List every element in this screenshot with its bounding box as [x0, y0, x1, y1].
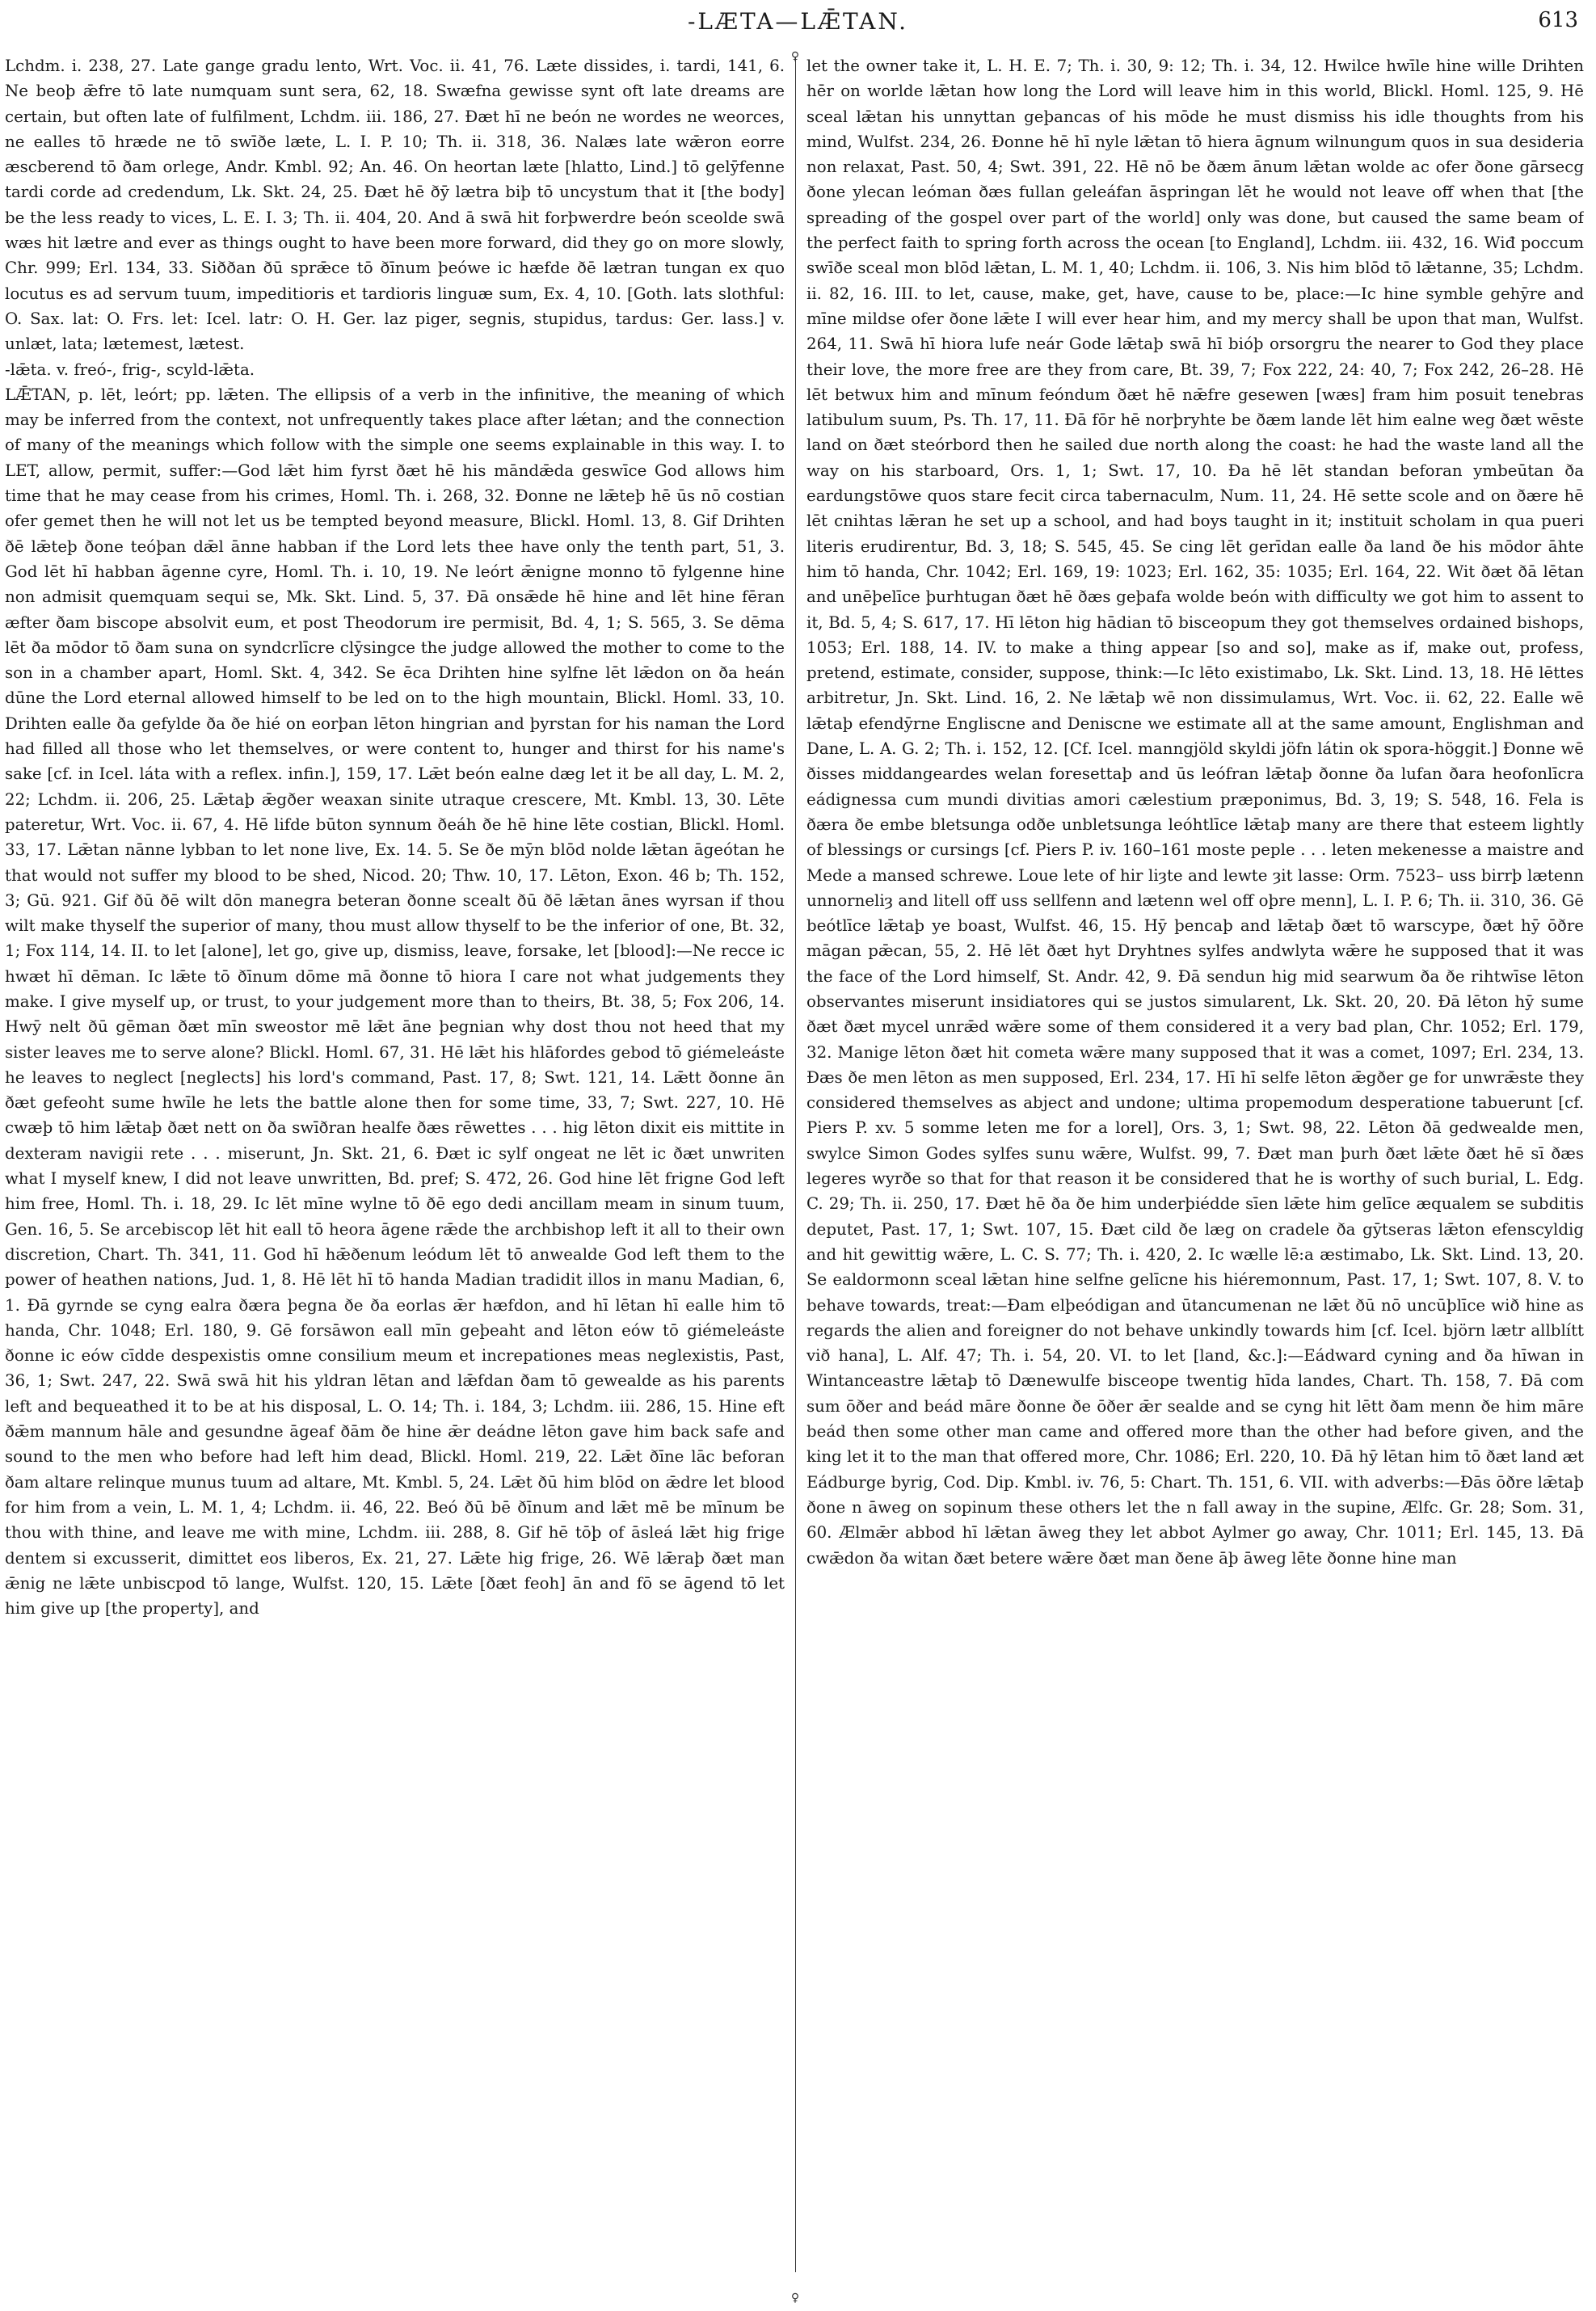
running-head: -LÆTA—LǢTAN.	[687, 8, 909, 35]
column-rule	[795, 57, 796, 2272]
entry-laetan-continued: let the owner take it, L. H. E. 7; Th. i. 30, 9: 12; Th. i. 34, 12. Hwilce hwīle hine wille Drihten hēr on worlde lǣtan how long the Lord will leave him in this world, Blickl. Homl. 125, 9. Hē sceal lǣtan his unnyttan geþancas of his mōde he must dismiss his idle thoughts from his mind, Wulfst. 234, 26. Ðonne hē hī nyle lǣtan tō hiera āgnum wilnungum quos in sua desideria non relaxat, Past. 50, 4; Swt. 391, 22. Hē nō be ðæm ānum lǣtan wolde ac ofer ðone gārsecg ðone ylecan leóman ðæs fullan geleáfan āspringan lēt he would not leave off when that [the spreading of the gospel over part of the world] only was done, but caused the same beam of the perfect faith to spring forth across the ocean [to England], Lchdm. iii. 432, 16. Wiđ poccum swīðe sceal mon blōd lǣtan, L. M. 1, 40; Lchdm. ii. 106, 3. Nis him blōd tō lǣtanne, 35; Lchdm. ii. 82, 16. III. to let, cause, make, get, have, cause to be, place:—Ic hine symble gehȳre and mīne mildse ofer ðone lǣte I will ever hear him, and my mercy shall be upon that man, Wulfst. 264, 11. Swā hī hiora lufe neár Gode lǣtaþ swā hī bióþ orsorgru the nearer to God they place their love, the more free are they from care, Bt. 39, 7; Fox 222, 24: 40, 7; Fox 242, 26–28. Hē lēt betwux him and mīnum feóndum ðæt hē nǣfre gesewen [wæs] fram him posuit tenebras latibulum suum, Ps. Th. 17, 11. Ðā fōr hē norþryhte be ðæm lande lēt him ealne weg ðæt wēste land on ðæt steórbord then he sailed due north along the coast: he had the waste land all the way on his starboard, Ors. 1, 1; Swt. 17, 10. Ða hē lēt standan beforan ymbeūtan ða eardungstōwe quos stare fecit circa tabernaculm, Num. 11, 24. Hē sette scole and on ðære hē lēt cnihtas lǣran he set up a school, and had boys taught in it; instituit scholam in qua pueri literis erudirentur, Bd. 3, 18; S. 545, 45. Se cing lēt gerīdan ealle ða land ðe his mōdor āhte him tō handa, Chr. 1042; Erl. 169, 19: 1023; Erl. 162, 35: 1035; Erl. 164, 22. Wit ðæt ðā lētan and unēþelīce þurhtugan ðæt hē ðæs geþafa wolde beón with difficulty we got him to assent to it, Bd. 5, 4; S. 617, 17. Hī lēton hig hādian tō bisceopum they got themselves ordained bishops, 1053; Erl. 188, 14. IV. to make a thing appear [so and so], make as if, make out, profess, pretend, estimate, consider, suppose, think:—Ic lēto existimabo, Lk. Skt. Lind. 13, 18. Hē lēttes arbitretur, Jn. Skt. Lind. 16, 2. Ne lǣtaþ wē non dissimulamus, Wrt. Voc. ii. 62, 22. Ealle wē lǣtaþ efendȳrne Engliscne and Deniscne we estimate all at the same amount, Englishman and Dane, L. A. G. 2; Th. i. 152, 12. [Cf. Icel. manngjöld skyldi jöfn látin ok spora-höggit.] Ðonne wē ðisses middangeardes welan foresettaþ and ūs leófran lǣtaþ ðonne ða lufan ðara heofonlīcra eádignessa cum mundi divitias amori cælestium præponimus, Bd. 3, 19; S. 548, 16. Fela is ðæra ðe embe bletsunga odðe unbletsunga leóhtlīce lǣtaþ many are there that esteem lightly of blessings or cursings [cf. Piers P. iv. 160–161 moste peple . . . leten mekenesse a maistre and Mede a mansed schrewe. Loue lete of hir liȝte and lewte ȝit lasse: Orm. 7523– uss birrþ lætenn unnorneliȝ and litell off uss sellfenn and lætenn wel off oþre menn], L. I. P. 6; Th. ii. 310, 36. Gē beótlīce lǣtaþ ye boast, Wulfst. 46, 15. Hȳ þencaþ and lǣtaþ ðæt tō warscype, ðæt hȳ ōðre māgan pǣcan, 55, 2. Hē lēt ðæt hyt Dryhtnes sylfes andwlyta wǣre he supposed that it was the face of the Lord himself, St. Andr. 42, 9. Ðā sendun hig mid searwum ða ðe rihtwīse lēton observantes miserunt insidiatores qui se justos simularent, Lk. Skt. 20, 20. Ðā lēton hȳ sume ðæt ðæt mycel unrǣd wǣre some of them considered it a very bad plan, Chr. 1052; Erl. 179, 32. Manige lēton ðæt hit cometa wǣre many supposed that it was a comet, 1097; Erl. 234, 13. Ðæs ðe men lēton as men supposed, Erl. 234, 17. Hī hī selfe lēton ǣgðer ge for unwrǣste they considered themselves as abject and undone; ultima propemodum desperatione tabuerunt [cf. Piers P. xv. 5 somme leten me for a lorel], Ors. 3, 1; Swt. 98, 22. Lēton ðā gedwealde men, swylce Simon Godes sylfes sunu wǣre, Wulfst. 99, 7. Ðæt man þurh ðæt lǣte ðæt hē sī ðæs legeres wyrðe so that for that reason it be considered that he is worthy of such burial, L. Edg. C. 29; Th. ii. 250, 17. Ðæt hē ða ðe him underþiédde sīen lǣte him gelīce æqualem se subditis deputet, Past. 17, 1; Swt. 107, 15. Ðæt cild ðe læg on cradele ða gȳtseras lǣton efenscyldig and hit gewittig wǣre, L. C. S. 77; Th. i. 420, 2. Ic wælle lē:a æstimabo, Lk. Skt. Lind. 13, 20. Se ealdormonn sceal lǣtan hine selfne gelīcne his hiéremonnum, Past. 17, 1; Swt. 107, 8. V. to behave towards, treat:—Ðam elþeódigan and ūtancumenan ne lǣt ðū nō uncūþlīce wið hine as regards the alien and foreigner do not behave unkindly towards him [cf. Icel. björn lætr allblítt við hana], L. Alf. 47; Th. i. 54, 20. VI. to let [land, &c.]:—Eádward cyning and ða hīwan in Wintanceastre lǣtaþ tō Dænewulfe bisceope twentig hīda landes, Chart. Th. 158, 7. Ðā com sum ōðer and beád māre ðonne ðe ōðer ǣr sealde and se cyng hit lētt ðam menn ðe him māre beád then some other man came and offered more than the other had before given, and the king let it to the man that offered more, Chr. 1086; Erl. 220, 10. Ðā hȳ lētan him tō ðæt land æt Eádburge byrig, Cod. Dip. Kmbl. iv. 76, 5: Chart. Th. 151, 6. VII. with adverbs:—Ðās ōðre lǣtaþ ðone n āweg on sopinum these others let the n fall away in the supine, Ælfc. Gr. 28; Som. 31, 60. Ælmǣr abbod hī lǣtan āweg they let abbot Aylmer go away, Chr. 1011; Erl. 145, 13. Ðā cwǣdon ða witan ðæt betere wǣre ðæt man ðene āþ āweg lēte ðonne hine man	[806, 57, 1584, 1568]
entry-laeta-continued: Lchdm. i. 238, 27. Late gange gradu lento, Wrt. Voc. ii. 41, 76. Læte dissides, i. tardi, 141, 6. Ne beoþ ǣfre tō late numquam sunt sera, 62, 18. Swæfna gewisse synt oft late dreams are certain, but often late of fulfilment, Lchdm. iii. 186, 27. Ðæt hī ne beón ne wordes ne weorces, ne ealles tō hræde ne tō swīðe læte, L. I. P. 10; Th. ii. 318, 36. Nalæs late wǣron eorre æscberend tō ðam orlege, Andr. Kmbl. 92; An. 46. On heortan læte [hlatto, Lind.] tō gelȳfenne tardi corde ad credendum, Lk. Skt. 24, 25. Ðæt hē ðȳ lætra biþ tō uncystum that it [the body] be the less ready to vices, L. E. I. 3; Th. ii. 404, 20. And ā swā hit forþwerdre beón sceolde swā wæs hit lætre and ever as things ought to have been more forward, did they go on more slowly, Chr. 999; Erl. 134, 33. Siððan ðū sprǣce tō ðīnum þeówe ic hæfde ðē lætran tungan ex quo locutus es ad servum tuum, impeditioris et tardioris linguæ sum, Ex. 4, 10. [Goth. lats slothful: O. Sax. lat: O. Frs. let: Icel. latr: O. H. Ger. laz piger, segnis, stupidus, tardus: Ger. lass.] v. unlæt, lata; lætemest, lætest.	[5, 57, 785, 354]
left-column	[5, 53, 785, 2292]
entry-laeta-suffix: -lǣta. v. freó-, frig-, scyld-lǣta.	[5, 360, 255, 379]
page-header	[0, 8, 1596, 44]
column-rule-ornament-bottom: ♀	[790, 2292, 800, 2305]
entry-laetan: LǢTAN, p. lēt, leórt; pp. lǣten. The ellipsis of a verb in the infinitive, the meaning of which may be inferred from the context, not unfrequently takes place after lǽtan; and the connection of many of the meanings which follow with the simple one seems explainable in this way. I. to LET, allow, permit, suffer:—God lǣt him fyrst ðæt hē his māndǣda geswīce God allows him time that he may cease from his crimes, Homl. Th. i. 268, 32. Ðonne ne lǣteþ hē ūs nō costian ofer gemet then he will not let us be tempted beyond measure, Blickl. Homl. 13, 8. Gif Drihten ðē lǣteþ ðone teóþan dǣl ānne habban if the Lord lets thee have only the tenth part, 51, 3. God lēt hī habban āgenne cyre, Homl. Th. i. 10, 19. Ne leórt ǣnigne monno tō fylgenne hine non admisit quemquam sequi se, Mk. Skt. Lind. 5, 37. Ðā onsǣde hē hine and lēt hine fēran æfter ðam biscope absolvit eum, et post Theodorum ire permisit, Bd. 4, 1; S. 565, 3. Se dēma lēt ða mōdor tō ðam suna on syndcrlīcre clȳsingce the judge allowed the mother to come to the son in a chamber apart, Homl. Skt. 4, 342. Se ēca Drihten hine sylfne lēt lǣdon on ða heán dūne the Lord eternal allowed himself to be led on to the high mountain, Blickl. Homl. 33, 10. Drihten ealle ða gefylde ða ðe hié on eorþan lēton hingrian and þyrstan for his naman the Lord had filled all those who let themselves, or were content to, hunger and thirst for his name's sake [cf. in Icel. láta with a reflex. infin.], 159, 17. Lǣt beón ealne dæg let it be all day, L. M. 2, 22; Lchdm. ii. 206, 25. Lǣtaþ ǣgðer weaxan sinite utraque crescere, Mt. Kmbl. 13, 30. Lēte pateretur, Wrt. Voc. ii. 67, 4. Hē lifde būton synnum ðeáh ðe hē hine lēte costian, Blickl. Homl. 33, 17. Lǣtan nānne lybban to let none live, Ex. 14. 5. Se ðe mȳn blōd nolde lǣtan āgeótan he that would not suffer my blood to be shed, Nicod. 20; Thw. 10, 17. Lēton, Exon. 46 b; Th. 152, 3; Gū. 921. Gif ðū ðē wilt dōn manegra beteran ðonne scealt ðū ðē lǣtan ānes wyrsan if thou wilt make thyself the superior of many, thou must allow thyself to be the inferior of one, Bt. 32, 1; Fox 114, 14. II. to let [alone], let go, give up, dismiss, leave, forsake, let [blood]:—Ne recce ic hwæt hī dēman. Ic lǣte tō ðīnum dōme mā ðonne tō hiora I care not what judgements they make. I give myself up, or trust, to your judgement more than to theirs, Bt. 38, 5; Fox 206, 14. Hwȳ nelt ðū gēman ðæt mīn sweostor mē lǣt āne þegnian why dost thou not heed that my sister leaves me to serve alone? Blickl. Homl. 67, 31. Hē lǣt his hlāfordes gebod tō giémeleáste he leaves to neglect [neglects] his lord's command, Past. 17, 8; Swt. 121, 14. Lǣtt ðonne ān ðæt gefeoht sume hwīle he lets the battle alone then for some time, 33, 7; Swt. 227, 10. Hē cwæþ tō him lǣtaþ ðæt nett on ða swīðran healfe ðæs rēwettes . . . hig lēton dixit eis mittite in dexteram navigii rete . . . miserunt, Jn. Skt. 21, 6. Ðæt ic sylf ongeat ne lēt ic ðæt unwriten what I myself knew, I did not leave unwritten, Bd. pref; S. 472, 26. God hine lēt frigne God left him free, Homl. Th. i. 18, 29. Ic lēt mīne wylne tō ðē ego dedi ancillam meam in sinum tuum, Gen. 16, 5. Se arcebiscop lēt hit eall tō heora āgene rǣde the archbishop left it all to their own discretion, Chart. Th. 341, 11. God hī hǣðenum leódum lēt tō anwealde God left them to the power of heathen nations, Jud. 1, 8. Hē lēt hī tō handa Madian tradidit illos in manu Madian, 6, 1. Ðā gyrnde se cyng ealra ðæra þegna ðe ða eorlas ǣr hæfdon, and hī lētan hī ealle him tō handa, Chr. 1048; Erl. 180, 9. Gē forsāwon eall mīn geþeaht and lēton eów tō giémeleáste ðonne ic eów cīdde despexistis omne consilium meum et increpationes meas neglexistis, Past, 36, 1; Swt. 247, 22. Swā swā hit his yldran lētan and lǣfdan ðam tō gewealde as his parents left and bequeathed it to be at his disposal, L. O. 14; Th. i. 184, 3; Lchdm. iii. 286, 15. Hine eft ðǣm mannum hāle and gesundne āgeaf ðām ðe hine ǣr deádne lēton gave him back safe and sound to the men who before had left him dead, Blickl. Homl. 219, 22. Lǣt ðīne lāc beforan ðam altare relinque munus tuum ad altare, Mt. Kmbl. 5, 24. Lǣt ðū him blōd on ǣdre let blood for him from a vein, L. M. 1, 4; Lchdm. ii. 46, 22. Beó ðū bē ðīnum and lǣt mē be mīnum be thou with thine, and leave me with mine, Lchdm. iii. 288, 8. Gif hē tōþ of āsleá lǣt hig frige dentem si excusserit, dimittet eos liberos, Ex. 21, 27. Lǣte hig frige, 26. Wē lǣraþ ðæt man ǣnig ne lǣte unbiscpod tō lange, Wulfst. 120, 15. Lǣte [ðæt feoh] ān and fō se āgend tō let him give up [the property], and	[5, 385, 785, 1619]
page-number: 613	[1538, 8, 1578, 32]
column-rule-ornament-top: ♀	[790, 50, 800, 63]
right-column	[806, 53, 1584, 2292]
